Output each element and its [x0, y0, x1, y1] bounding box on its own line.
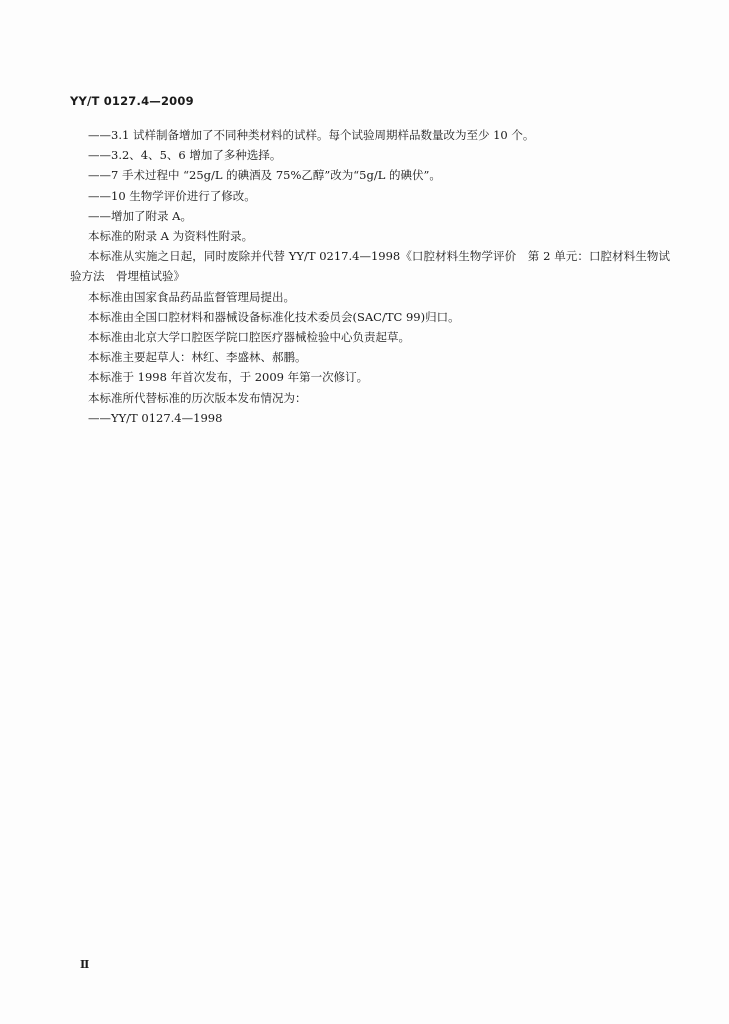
change-item-3-1: ——3.1 试样制备增加了不同种类材料的试样。每个试验周期样品数量改为至少 10 个。	[88, 128, 535, 142]
replacement-statement: 本标准从实施之日起，同时废除并代替 YY/T 0217.4—1998《口腔材料生物学评价 第 2 单元：口腔材料生物试验方法 骨埋植试验》	[70, 249, 670, 284]
change-item-10: ——10 生物学评价进行了修改。	[88, 188, 256, 203]
change-item-annex-a: ——增加了附录 A。	[88, 208, 192, 223]
drafters-statement: 本标准主要起草人：林红、李盛林、郝鹏。	[88, 350, 307, 365]
history-statement: 本标准于 1998 年首次发布，于 2009 年第一次修订。	[88, 370, 369, 385]
proposer-statement: 本标准由国家食品药品监督管理局提出。	[88, 289, 295, 304]
previous-edition-item: ——YY/T 0127.4—1998	[88, 410, 223, 425]
change-item-3-2: ——3.2、4、5、6 增加了多种选择。	[88, 148, 282, 163]
change-item-7: ——7 手术过程中 “25g/L 的碘酒及 75%乙醇”改为“5g/L 的碘伏”。	[88, 168, 441, 183]
standard-code-header: YY/T 0127.4—2009	[70, 94, 194, 108]
annex-note: 本标准的附录 A 为资料性附录。	[88, 229, 254, 244]
page-number: Ⅱ	[80, 958, 90, 971]
previous-editions-intro: 本标准所代替标准的历次版本发布情况为：	[88, 390, 307, 405]
drafting-unit-statement: 本标准由北京大学口腔医学院口腔医疗器械检验中心负责起草。	[88, 330, 410, 345]
committee-statement: 本标准由全国口腔材料和器械设备标准化技术委员会(SAC/TC 99)归口。	[88, 309, 460, 324]
foreword-body	[70, 125, 670, 428]
